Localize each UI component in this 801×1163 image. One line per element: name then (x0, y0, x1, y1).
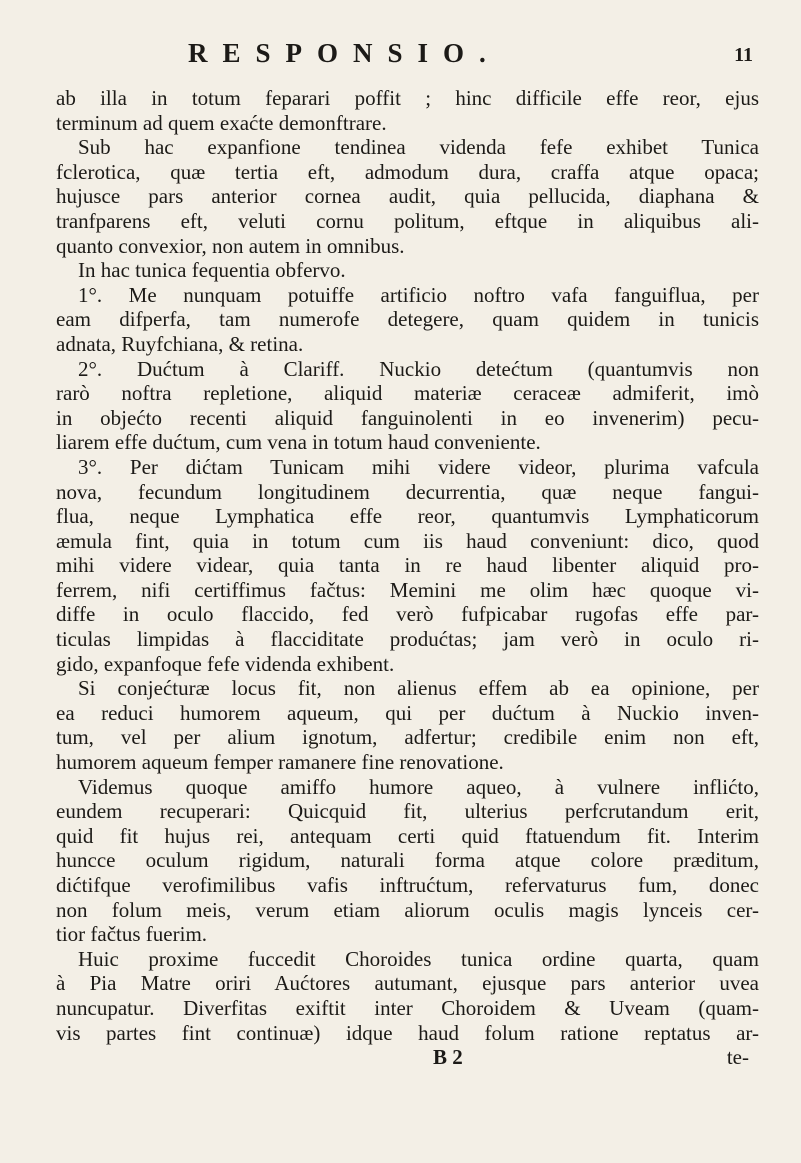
text-line: dićtifque verofimilibus vafis inftrućtum, refervaturus fum, donec (56, 873, 759, 897)
text-line: diffe in oculo flaccido, fed verò fufpicabar rugofas effe par- (56, 602, 759, 627)
text-line: Si conjećturæ locus fit, non alienus effem ab ea opinione, per (78, 676, 759, 701)
text-line: terminum ad quem exaćte demonftrare. (56, 110, 387, 135)
page-footer (56, 1045, 759, 1071)
text-line: adnata, Ruyfchiana, & retina. (56, 331, 304, 356)
text-line: fclerotica, quæ tertia eft, admodum dura, craffa atque opaca; (56, 159, 759, 184)
catchword: te- (726, 1045, 749, 1070)
text-line: ea reduci humorem aqueum, qui per dućtum à Nuckio inven- (56, 700, 759, 725)
text-line: æmula fint, quia in totum cum iis haud conveniunt: dico, quod (56, 528, 759, 553)
text-line: non folum meis, verum etiam aliorum oculis magis lynceis cer- (56, 897, 759, 922)
text-line: eam difperfa, tam numerofe detegere, quam quidem in tunicis (56, 307, 759, 332)
text-line: ticulas limpidas à flacciditate produćtas; jam verò in oculo ri- (56, 627, 759, 652)
text-line: gido, expanfoque fefe videnda exhibent. (56, 651, 395, 676)
text-line: In hac tunica fequentia obfervo. (78, 258, 346, 283)
text-line: 2°. Dućtum à Clariff. Nuckio detećtum (quantumvis non (78, 356, 759, 381)
text-line: Sub hac expanfione tendinea videnda fefe exhibet Tunica (78, 135, 759, 160)
text-line: ferrem, nifi certiffimus fačtus: Memini me olim hæc quoque vi- (56, 577, 759, 602)
text-line: ab illa in totum feparari poffit ; hinc difficile effe reor, ejus (56, 86, 759, 110)
text-line: 1°. Me nunquam potuiffe artificio noftro vafa fanguiflua, per (78, 282, 759, 307)
text-line: quanto convexior, non autem in omnibus. (56, 233, 405, 258)
text-line: Videmus quoque amiffo humore aqueo, à vulnere inflićto, (78, 774, 759, 799)
text-line: tior fačtus fuerim. (56, 922, 208, 947)
text-line: Huic proxime fuccedit Choroides tunica ordine quarta, quam (78, 946, 759, 971)
text-line: quid fit hujus rei, antequam certi quid ftatuendum fit. Interim (56, 823, 759, 848)
text-line: tranfparens eft, veluti cornu politum, eftque in aliquibus ali- (56, 208, 759, 233)
text-line: huncce oculum rigidum, naturali forma atque colore præditum, (56, 848, 759, 873)
page-header (56, 38, 759, 82)
text-line: mihi videre videar, quia tanta in re haud libenter aliquid pro- (56, 553, 759, 578)
body-text (56, 86, 759, 1045)
text-line: humorem aqueum femper ramanere fine renovatione. (56, 750, 504, 775)
text-line: à Pia Matre oriri Aućtores autumant, ejusque pars anterior uvea (56, 971, 759, 996)
text-line: vis partes fint continuæ) idque haud folum ratione reptatus ar- (56, 1020, 759, 1045)
text-line: hujusce pars anterior cornea audit, quia pellucida, diaphana & (56, 184, 759, 209)
text-line: eundem recuperari: Quicquid fit, ulterius perfcrutandum erit, (56, 799, 759, 824)
text-line: tum, vel per alium ignotum, adfertur; credibile enim non eft, (56, 725, 759, 750)
text-line: liarem effe dućtum, cum vena in totum haud conveniente. (56, 430, 541, 455)
signature-mark: B 2 (433, 1045, 463, 1070)
page-number: 11 (734, 44, 753, 66)
text-line: in objećto recenti aliquid fanguinolenti in eo invenerim) pecu- (56, 405, 759, 430)
text-line: rarò noftra repletione, aliquid materiæ ceraceæ admiferit, imò (56, 381, 759, 406)
text-line: 3°. Per dićtam Tunicam mihi videre videor, plurima vafcula (78, 454, 759, 479)
text-line: flua, neque Lymphatica effe reor, quantumvis Lymphaticorum (56, 504, 759, 529)
text-line: nova, fecundum longitudinem decurrentia, quæ neque fangui- (56, 479, 759, 504)
text-line: nuncupatur. Diverfitas exiftit inter Choroidem & Uveam (quam- (56, 995, 759, 1020)
running-head: RESPONSIO. (188, 38, 501, 68)
